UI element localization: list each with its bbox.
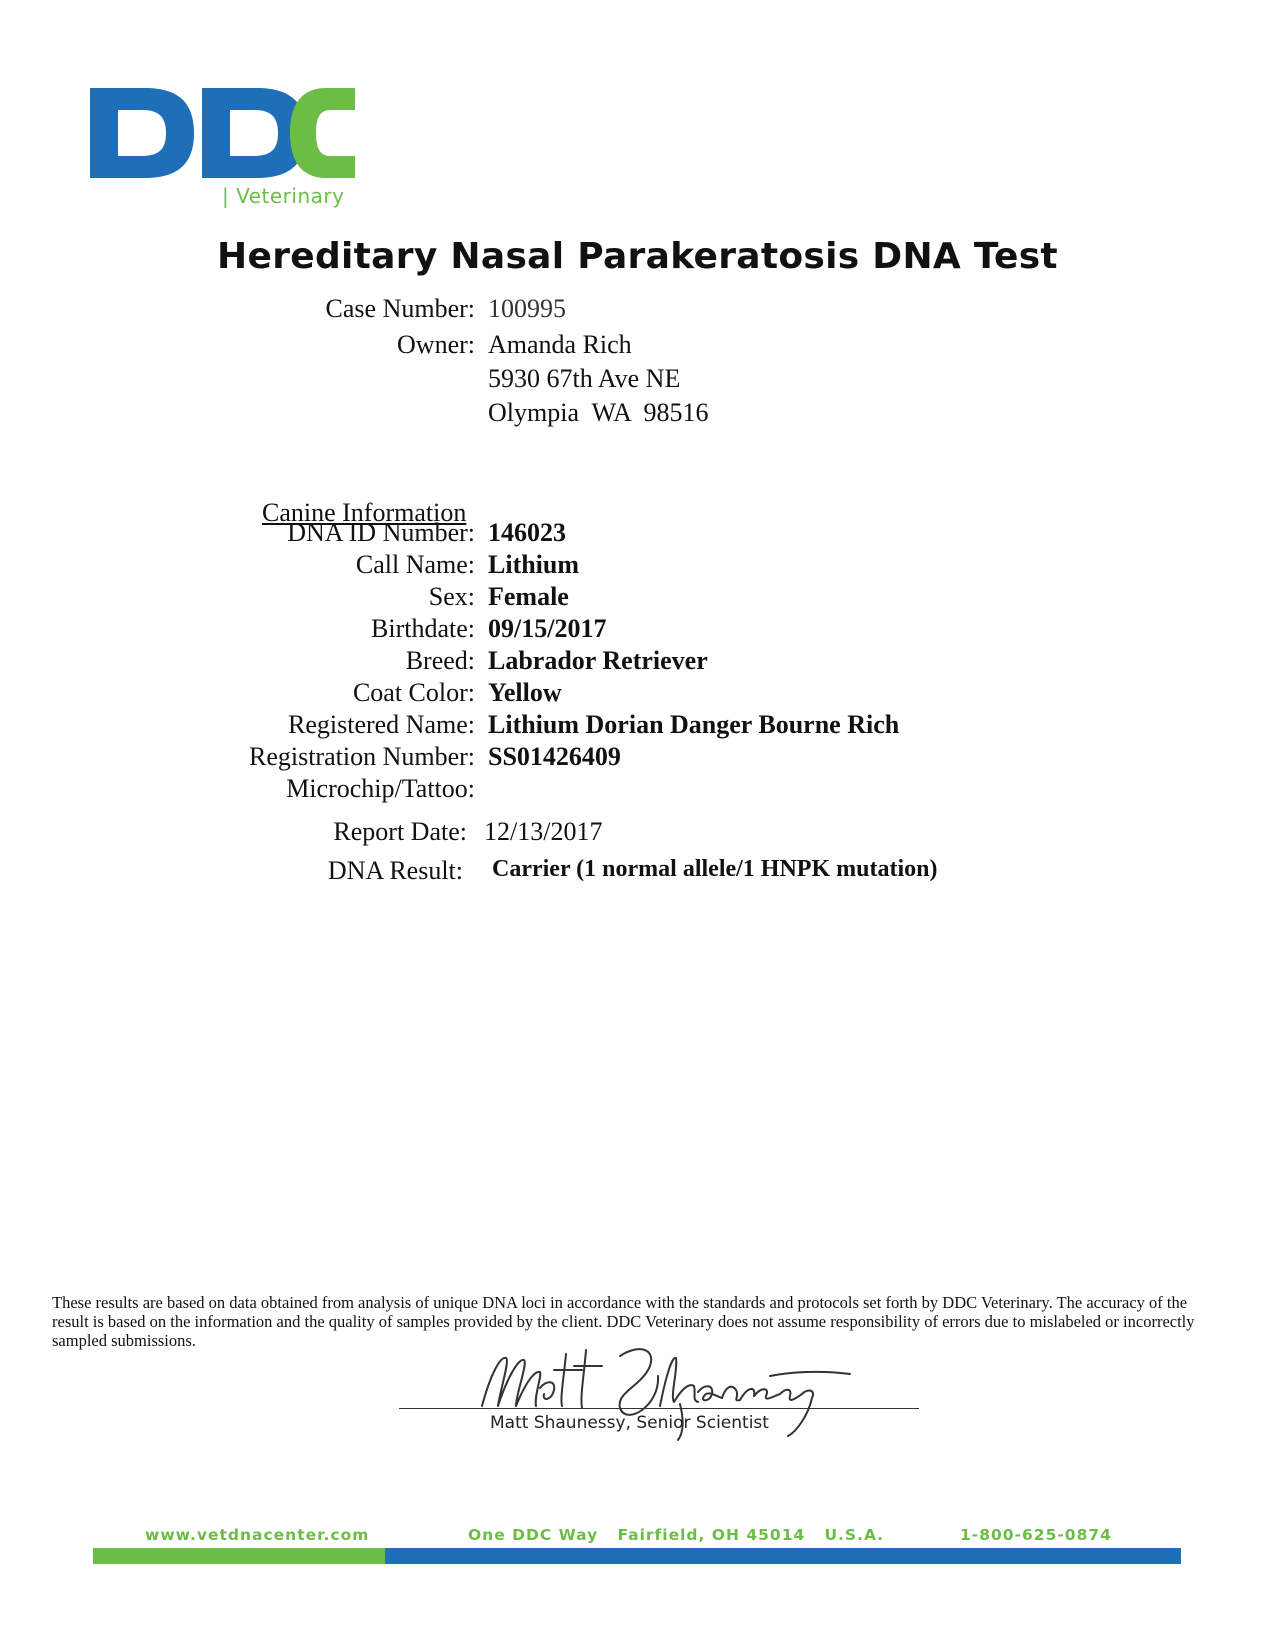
footer-bar-green [93,1548,385,1564]
footer-phone: 1-800-625-0874 [960,1526,1112,1544]
microchip-label: Microchip/Tattoo: [286,774,475,803]
breed-value: Labrador Retriever [488,646,708,675]
birthdate-label: Birthdate: [371,614,475,643]
call-name-value: Lithium [488,550,580,579]
owner-label: Owner: [397,330,475,359]
dna-id-value: 146023 [488,518,566,547]
signature-line [399,1408,919,1409]
dna-result-value: Carrier (1 normal allele/1 HNPK mutation) [492,856,938,882]
logo-tagline: | Veterinary [222,184,345,208]
registered-name-label: Registered Name: [288,710,475,739]
coat-color-label: Coat Color: [352,678,475,707]
registration-number-value: SS01426409 [488,742,621,771]
registration-number-label: Registration Number: [248,742,475,771]
ddc-logo [90,88,355,213]
owner-address-line2: Olympia WA 98516 [488,398,709,427]
registered-name-value: Lithium Dorian Danger Bourne Rich [488,710,900,739]
ddc-logo-mark [90,88,355,178]
case-number-label: Case Number: [325,294,475,323]
report-date-value: 12/13/2017 [484,817,603,846]
breed-label: Breed: [405,646,475,675]
sex-label: Sex: [428,582,475,611]
dna-id-label: DNA ID Number: [287,518,475,547]
coat-color-value: Yellow [488,678,562,707]
birthdate-value: 09/15/2017 [488,614,607,643]
case-number-value: 100995 [488,294,566,323]
footer-bar-blue [385,1548,1181,1564]
signatory-name-title: Matt Shaunessy, Senior Scientist [490,1413,769,1433]
owner-address-line1: 5930 67th Ave NE [488,364,681,393]
disclaimer-text: These results are based on data obtained from analysis of unique DNA loci in accordance with the standards and protocols set forth by DDC Veterinary. The accuracy of the result is based on the information and the quality of samples provided by the client. DDC Veterinary does not assume responsibility of errors due to mislabeled or incorrectly sampled submissions. [52,1293,1195,1350]
owner-name: Amanda Rich [488,330,632,359]
call-name-label: Call Name: [355,550,475,579]
sex-value: Female [488,582,569,611]
document-title: Hereditary Nasal Parakeratosis DNA Test [217,236,1058,277]
canine-information-heading: Canine Information [262,498,467,527]
footer-website: www.vetdnacenter.com [145,1526,370,1544]
footer-address: One DDC Way Fairfield, OH 45014 U.S.A. [468,1526,885,1544]
report-date-label: Report Date: [333,817,467,846]
dna-result-label: DNA Result: [327,856,463,885]
